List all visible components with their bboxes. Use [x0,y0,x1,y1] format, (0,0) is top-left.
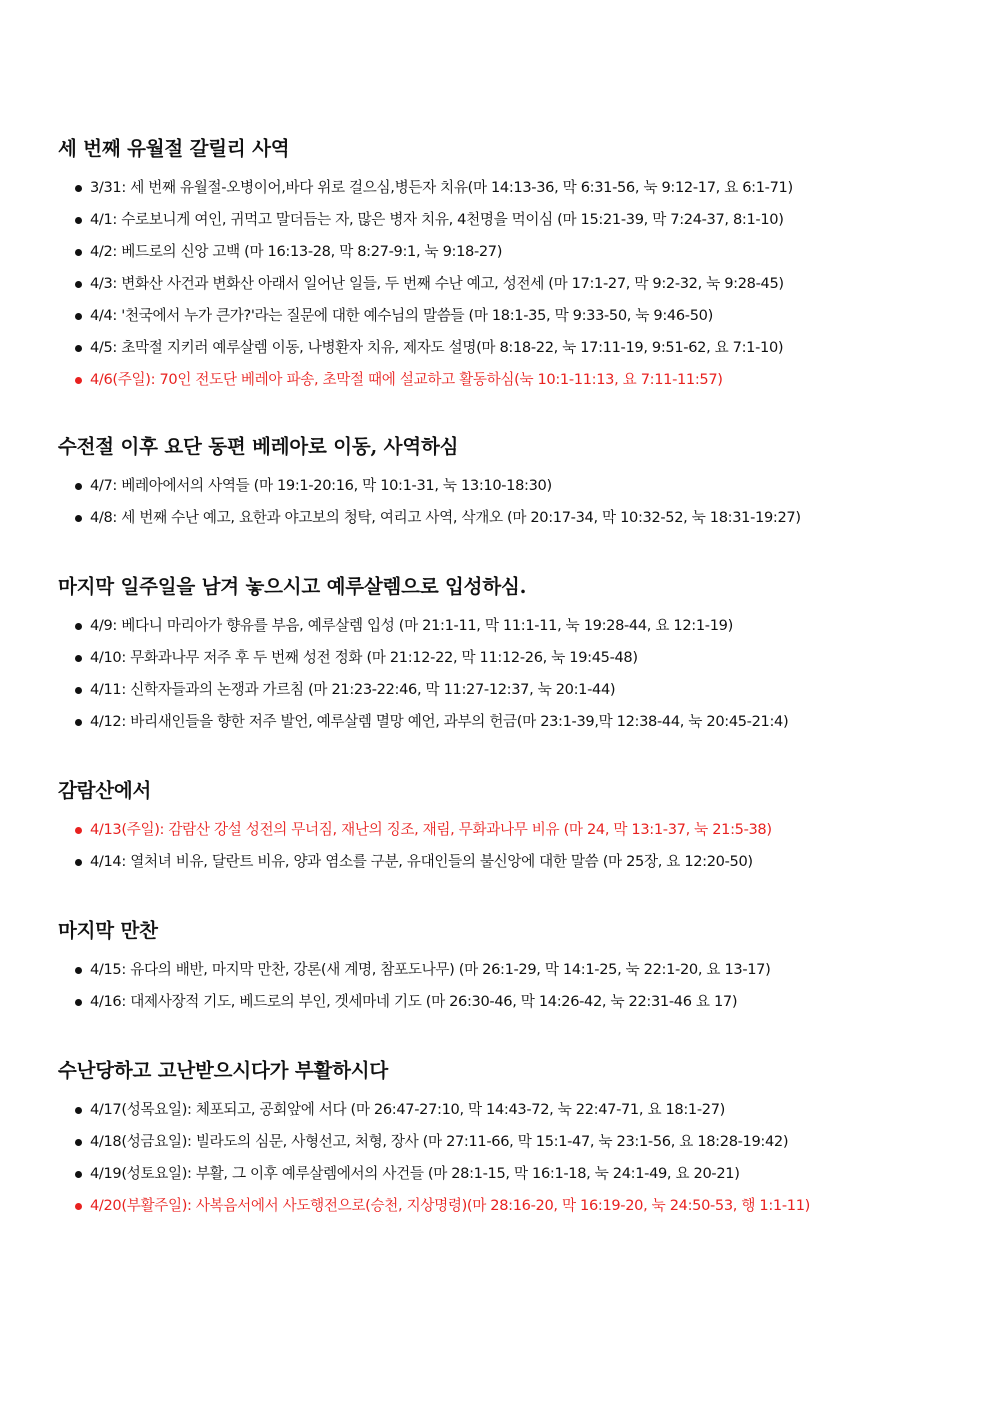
section-passion-resurrection [58,1058,938,1226]
list-item [58,646,938,678]
list-item [58,304,938,336]
reading-list [58,958,938,1022]
reading-list [58,614,938,742]
list-item [58,678,938,710]
list-item-text: 4/4: '천국에서 누가 큰가?'라는 질문에 대한 예수님의 말씀들 (마 18:1-35, 막 9:33-50, 눅 9:46-50) [90,307,713,324]
section-last-supper [58,918,938,1022]
list-item-text: 4/12: 바리새인들을 향한 저주 발언, 예루살렘 멸망 예언, 과부의 헌금(마 23:1-39,막 12:38-44, 눅 20:45-21:4) [90,713,789,730]
bullet-icon [75,249,82,256]
bullet-icon [75,687,82,694]
list-item-text: 4/11: 신학자들과의 논쟁과 가르침 (마 21:23-22:46, 막 11:27-12:37, 눅 20:1-44) [90,681,616,698]
bullet-icon [75,967,82,974]
section-title: 감람산에서 [58,779,152,802]
list-item [58,710,938,742]
list-item [58,336,938,368]
bullet-icon [75,185,82,192]
list-item-text: 4/16: 대제사장적 기도, 베드로의 부인, 겟세마네 기도 (마 26:30-46, 막 14:26-42, 눅 22:31-46 요 17) [90,993,738,1010]
list-item-text: 4/14: 열처녀 비유, 달란트 비유, 양과 염소를 구분, 유대인들의 불신앙에 대한 말씀 (마 25장, 요 12:20-50) [90,853,753,870]
bullet-icon [75,1139,82,1146]
list-item-text: 4/10: 무화과나무 저주 후 두 번째 성전 정화 (마 21:12-22, 막 11:12-26, 눅 19:45-48) [90,649,638,666]
list-item [58,506,938,538]
section-jerusalem-entry [58,574,938,742]
list-item-text: 4/8: 세 번째 수난 예고, 요한과 야고보의 청탁, 여리고 사역, 삭개오 (마 20:17-34, 막 10:32-52, 눅 18:31-19:27) [90,509,801,526]
section-title: 수난당하고 고난받으시다가 부활하시다 [58,1059,389,1082]
list-item-text: 4/6(주일): 70인 전도단 베레아 파송, 초막절 때에 설교하고 활동하심(눅 10:1-11:13, 요 7:11-11:57) [90,371,723,388]
bullet-icon [75,623,82,630]
bullet-icon [75,655,82,662]
bullet-icon [75,483,82,490]
section-title: 마지막 일주일을 남겨 놓으시고 예루살렘으로 입성하심. [58,575,527,598]
list-item-highlighted [58,1194,938,1226]
reading-list [58,176,938,400]
bullet-icon [75,1203,82,1210]
bullet-icon [75,281,82,288]
list-item [58,1098,938,1130]
bullet-icon [75,377,82,384]
list-item-text: 4/20(부활주일): 사복음서에서 사도행전으로(승천, 지상명령)(마 28:16-20, 막 16:19-20, 눅 24:50-53, 행 1:1-11) [90,1197,810,1214]
section-galilee-ministry [58,136,938,400]
list-item [58,1130,938,1162]
section-perea-ministry [58,434,938,538]
list-item [58,1162,938,1194]
bullet-icon [75,859,82,866]
section-title: 마지막 만찬 [58,919,158,942]
bullet-icon [75,515,82,522]
list-item-highlighted [58,368,938,400]
section-mount-of-olives [58,778,938,882]
list-item-text: 4/7: 베레아에서의 사역들 (마 19:1-20:16, 막 10:1-31, 눅 13:10-18:30) [90,477,552,494]
list-item [58,240,938,272]
list-item [58,208,938,240]
list-item-text: 3/31: 세 번째 유월절-오병이어,바다 위로 걸으심,병든자 치유(마 14:13-36, 막 6:31-56, 눅 9:12-17, 요 6:1-71) [90,179,793,196]
list-item-text: 4/9: 베다니 마리아가 향유를 부음, 예루살렘 입성 (마 21:1-11, 막 11:1-11, 눅 19:28-44, 요 12:1-19) [90,617,733,634]
bullet-icon [75,827,82,834]
reading-list [58,1098,938,1226]
list-item-text: 4/15: 유다의 배반, 마지막 만찬, 강론(새 계명, 참포도나무) (마 26:1-29, 막 14:1-25, 눅 22:1-20, 요 13-17) [90,961,771,978]
bullet-icon [75,999,82,1006]
list-item-text: 4/17(성목요일): 체포되고, 공회앞에 서다 (마 26:47-27:10, 막 14:43-72, 눅 22:47-71, 요 18:1-27) [90,1101,725,1118]
reading-list [58,474,938,538]
list-item [58,614,938,646]
section-title: 세 번째 유월절 갈릴리 사역 [58,137,290,160]
list-item-text: 4/1: 수로보니게 여인, 귀먹고 말더듬는 자, 많은 병자 치유, 4천명을 먹이심 (마 15:21-39, 막 7:24-37, 8:1-10) [90,211,784,228]
list-item-text: 4/2: 베드로의 신앙 고백 (마 16:13-28, 막 8:27-9:1, 눅 9:18-27) [90,243,503,260]
list-item [58,176,938,208]
bullet-icon [75,1171,82,1178]
bullet-icon [75,719,82,726]
list-item [58,990,938,1022]
bullet-icon [75,1107,82,1114]
section-title: 수전절 이후 요단 동편 베레아로 이동, 사역하심 [58,435,459,458]
bullet-icon [75,217,82,224]
list-item-text: 4/19(성토요일): 부활, 그 이후 예루살렘에서의 사건들 (마 28:1-15, 막 16:1-18, 눅 24:1-49, 요 20-21) [90,1165,740,1182]
reading-list [58,818,938,882]
list-item-text: 4/13(주일): 감람산 강설 성전의 무너짐, 재난의 징조, 재림, 무화과나무 비유 (마 24, 막 13:1-37, 눅 21:5-38) [90,821,772,838]
list-item [58,474,938,506]
list-item [58,958,938,990]
list-item-text: 4/3: 변화산 사건과 변화산 아래서 일어난 일들, 두 번째 수난 예고, 성전세 (마 17:1-27, 막 9:2-32, 눅 9:28-45) [90,275,784,292]
list-item-text: 4/18(성금요일): 빌라도의 심문, 사형선고, 처형, 장사 (마 27:11-66, 막 15:1-47, 눅 23:1-56, 요 18:28-19:42) [90,1133,789,1150]
bullet-icon [75,313,82,320]
bullet-icon [75,345,82,352]
list-item-highlighted [58,818,938,850]
list-item [58,272,938,304]
list-item-text: 4/5: 초막절 지키러 예루살렘 이동, 나병환자 치유, 제자도 설명(마 8:18-22, 눅 17:11-19, 9:51-62, 요 7:1-10) [90,339,784,356]
list-item [58,850,938,882]
